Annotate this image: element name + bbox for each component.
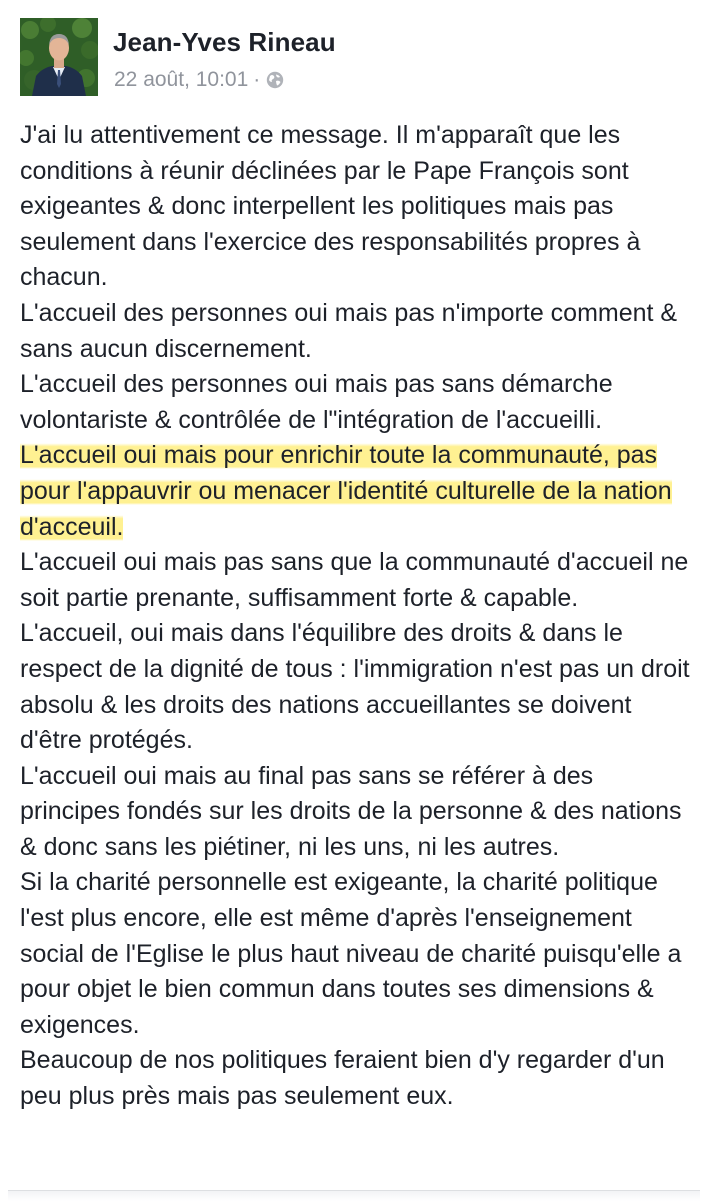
post-paragraph-1: J'ai lu attentivement ce message. Il m'apparaît que les conditions à réunir déclinées par le Pape François sont exigeantes & donc interpellent les politiques mais pas seulement dans l'exercice des responsabilités propres à chacun. <box>20 121 641 292</box>
post-meta <box>114 68 284 92</box>
avatar[interactable] <box>20 18 98 96</box>
highlighted-text: L'accueil oui mais pour enrichir toute la communauté, pas pour l'appauvrir ou menacer l'identité culturelle de la nation d'acceuil. <box>20 441 672 541</box>
post-paragraph-9: Beaucoup de nos politiques feraient bien d'y regarder d'un peu plus près mais pas seulement eux. <box>20 1046 665 1111</box>
avatar-photo <box>20 18 98 96</box>
post-paragraph-6: L'accueil, oui mais dans l'équilibre des droits & dans le respect de la dignité de tous : l'immigration n'est pas un droit absolu & les droits des nations accueillantes se doivent d'être protégés. <box>20 619 690 755</box>
post-paragraph-7: L'accueil oui mais au final pas sans se référer à des principes fondés sur les droits de la personne & des nations & donc sans les piétiner, ni les uns, ni les autres. <box>20 761 682 861</box>
post-paragraph-8: Si la charité personnelle est exigeante, la charité politique l'est plus encore, elle est même d'après l'enseignement social de l'Eglise le plus haut niveau de charité puisqu'elle a pour objet le bien commun dans toutes ses dimensions & exigences. <box>20 868 682 1039</box>
post-timestamp[interactable]: 22 août, 10:01 <box>114 68 249 91</box>
author-name[interactable]: Jean-Yves Rineau <box>113 27 336 57</box>
post-header <box>20 18 688 98</box>
post-paragraph-4-highlighted <box>20 438 700 545</box>
post-paragraph-2: L'accueil des personnes oui mais pas n'importe comment & sans aucun discernement. <box>20 298 678 363</box>
meta-separator: · <box>253 68 261 91</box>
globe-icon[interactable] <box>266 71 284 89</box>
post-bottom-divider <box>8 1190 700 1201</box>
post-paragraph-5: L'accueil oui mais pas sans que la communauté d'accueil ne soit partie prenante, suffisamment forte & capable. <box>20 548 689 612</box>
post-paragraph-3: L'accueil des personnes oui mais pas sans démarche volontariste & contrôlée de l"intégration de l'accueilli. <box>20 370 613 434</box>
post-body <box>20 118 700 1115</box>
